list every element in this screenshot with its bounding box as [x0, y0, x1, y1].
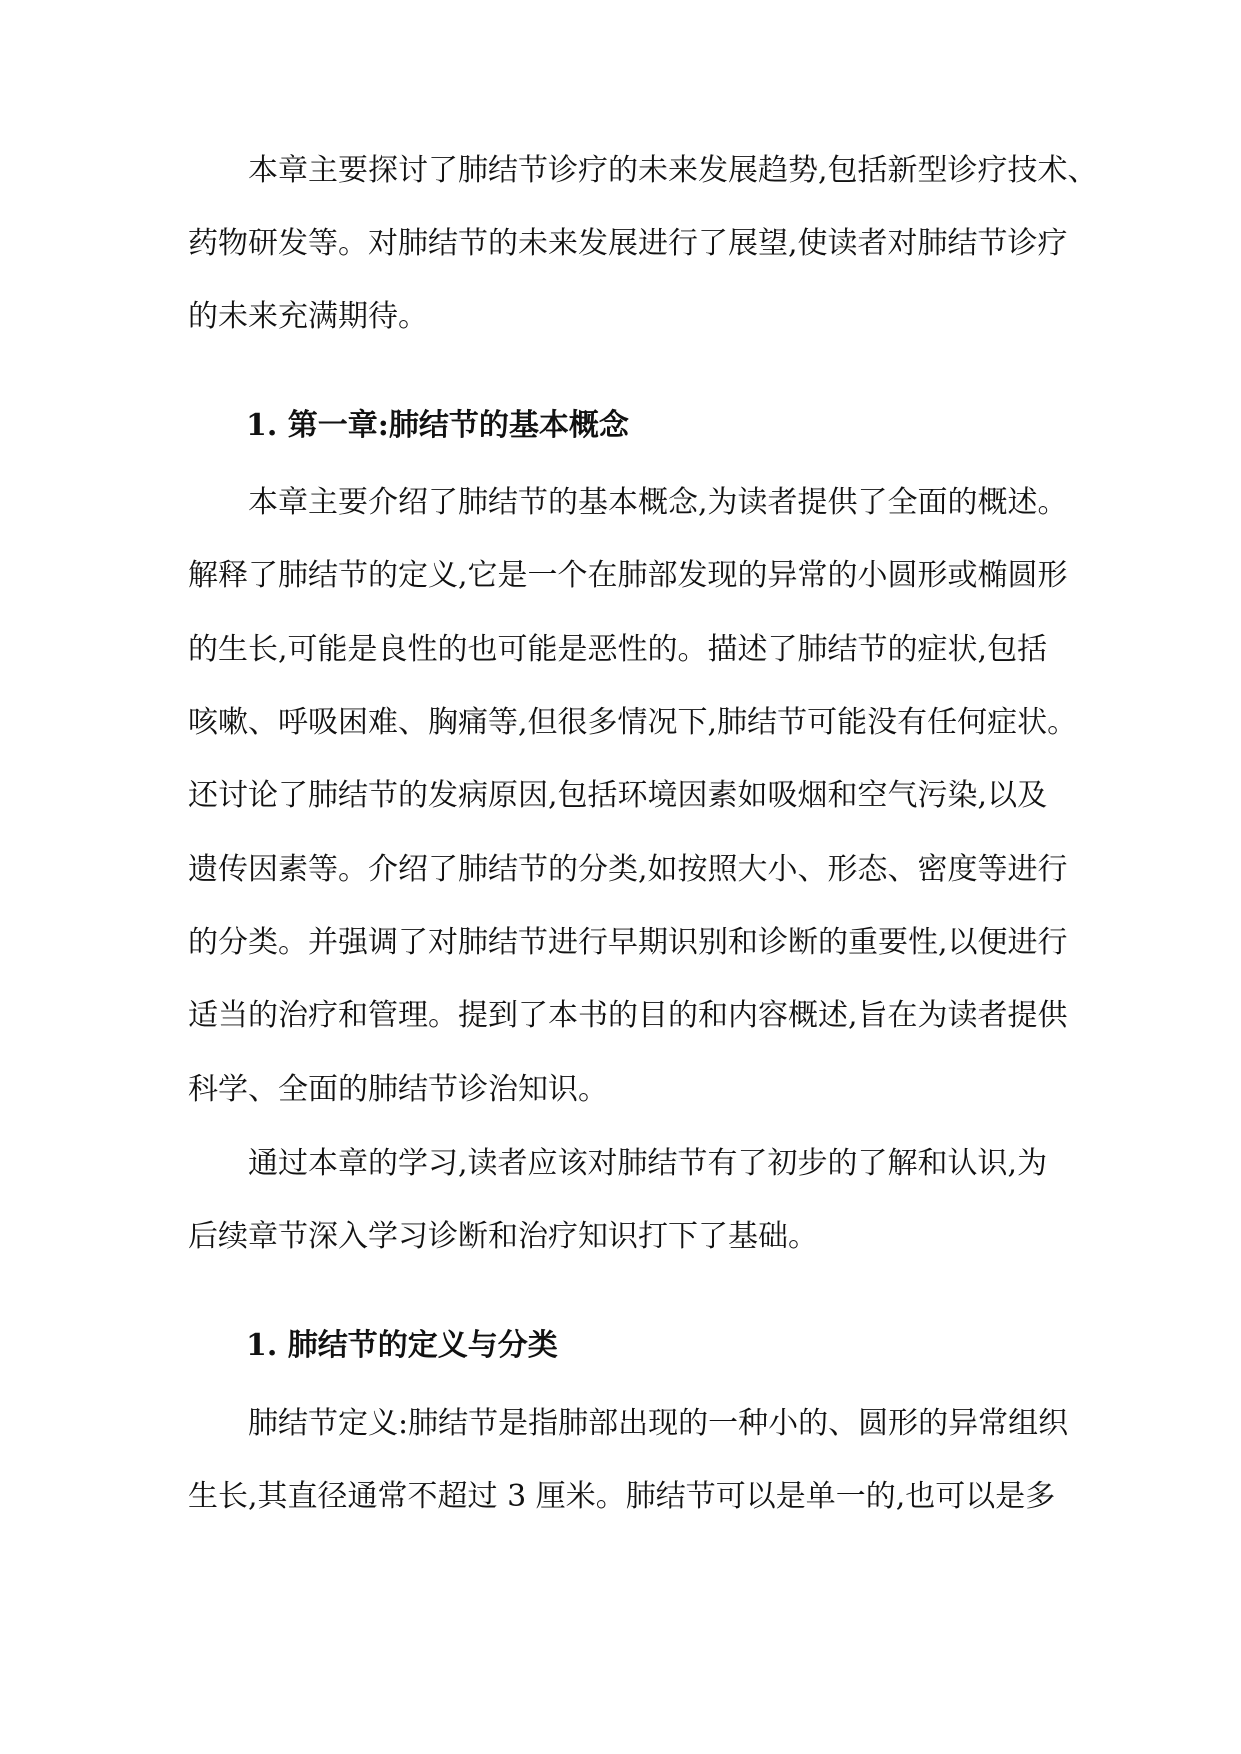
- summary-line-1: 通过本章的学习,读者应该对肺结节有了初步的了解和认识,为: [248, 1146, 1048, 1181]
- intro-line-2: 药物研发等。对肺结节的未来发展进行了展望,使读者对肺结节诊疗: [188, 226, 1068, 261]
- heading-definition: 1. 肺结节的定义与分类: [246, 1328, 558, 1363]
- chapter1-line-8: 适当的治疗和管理。提到了本书的目的和内容概述,旨在为读者提供: [188, 998, 1068, 1033]
- intro-line-3: 的未来充满期待。: [188, 299, 428, 334]
- chapter1-line-9: 科学、全面的肺结节诊治知识。: [188, 1072, 608, 1107]
- chapter1-line-6: 遗传因素等。介绍了肺结节的分类,如按照大小、形态、密度等进行: [188, 852, 1068, 887]
- chapter1-line-2: 解释了肺结节的定义,它是一个在肺部发现的异常的小圆形或椭圆形: [188, 558, 1068, 593]
- heading-chapter-1: 1. 第一章:肺结节的基本概念: [246, 408, 629, 443]
- intro-line-1: 本章主要探讨了肺结节诊疗的未来发展趋势,包括新型诊疗技术、: [248, 153, 1098, 188]
- chapter1-line-7: 的分类。并强调了对肺结节进行早期识别和诊断的重要性,以便进行: [188, 925, 1068, 960]
- chapter1-line-4: 咳嗽、呼吸困难、胸痛等,但很多情况下,肺结节可能没有任何症状。: [188, 705, 1078, 740]
- chapter1-line-5: 还讨论了肺结节的发病原因,包括环境因素如吸烟和空气污染,以及: [188, 778, 1048, 813]
- chapter1-line-3: 的生长,可能是良性的也可能是恶性的。描述了肺结节的症状,包括: [188, 632, 1048, 667]
- definition-line-2: 生长,其直径通常不超过 3 厘米。肺结节可以是单一的,也可以是多: [188, 1479, 1056, 1514]
- chapter1-line-1: 本章主要介绍了肺结节的基本概念,为读者提供了全面的概述。: [248, 485, 1068, 520]
- summary-line-2: 后续章节深入学习诊断和治疗知识打下了基础。: [188, 1219, 818, 1254]
- definition-line-1: 肺结节定义:肺结节是指肺部出现的一种小的、圆形的异常组织: [248, 1406, 1069, 1441]
